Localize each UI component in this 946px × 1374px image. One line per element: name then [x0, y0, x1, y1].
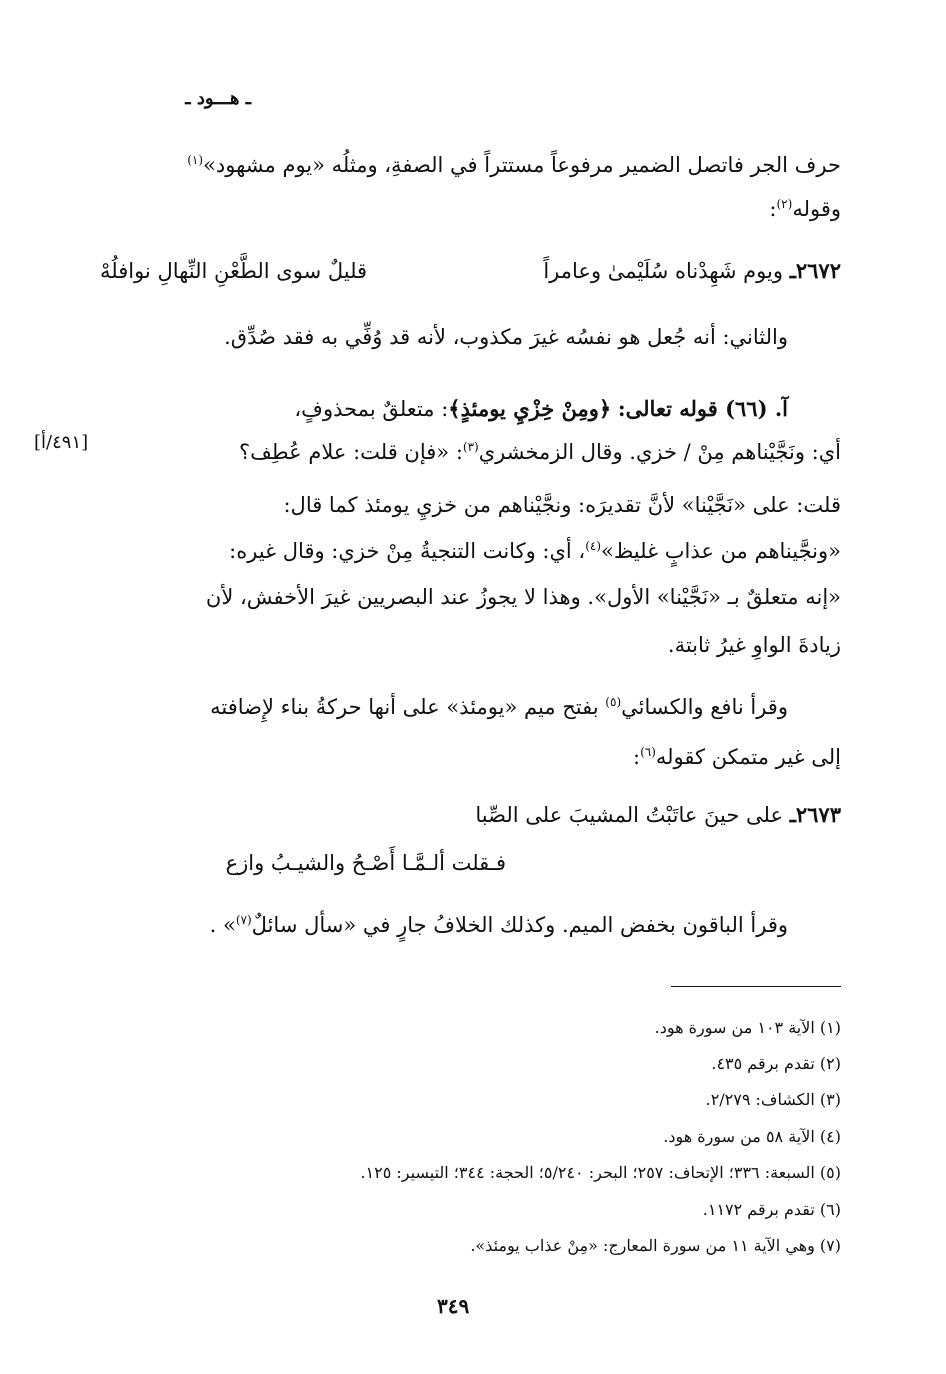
running-header: ـ هـــود ـ: [185, 88, 251, 109]
footnote-ref[interactable]: (٢): [776, 197, 793, 211]
verse-hemistich: على حينَ عاتَبْتُ المشيبَ على الصِّبا: [475, 803, 784, 827]
verse-line: [475, 800, 841, 830]
body-line: والثاني: أنه جُعل هو نفسُه غيرَ مكذوب، لأنه قد وُفِّي به فقد صُدِّق.: [224, 325, 788, 349]
body-line: [239, 437, 841, 467]
footnote-ref[interactable]: (٣): [462, 440, 479, 454]
line-text: ، أي: وكانت التنجيةُ مِنْ خزي: وقال غيره:: [229, 539, 586, 563]
footnote-ref[interactable]: (١): [187, 153, 204, 167]
line-text: :: [632, 745, 641, 769]
line-text: وقرأ الباقون بخفض الميم. وكذلك الخلافُ جارٍ في «سأل سائلٌ: [251, 913, 788, 937]
line-text: أي: ونَجَّيْناهم مِنْ / خزي. وقال الزمخشري: [478, 440, 841, 464]
footnote: (٦) تقدم برقم ١١٧٢.: [702, 1200, 841, 1219]
footnote-ref[interactable]: (٦): [640, 745, 656, 759]
footnote: (٤) الآية ٥٨ من سورة هود.: [663, 1127, 841, 1146]
footnote: (٣) الكشاف: ٢/٢٧٩.: [705, 1090, 841, 1109]
line-text: : «فإن قلت: علام عُطِف؟: [239, 440, 463, 464]
line-text: » .: [209, 913, 236, 937]
verse-hemistich: ويوم شَهِدْناه سُلَيْمىٰ وعامراً: [543, 259, 784, 283]
verse-hemistich-second: قليلٌ سوى الطَّعْنِ النِّهالِ نوافلُهْ: [100, 259, 368, 283]
line-text: وقوله: [792, 197, 841, 221]
body-line: «إنه متعلقٌ بـ «نَجَّيْنا» الأول». وهذا لا يجوزُ عند البصريين غيرَ الأخفش، لأن: [205, 585, 841, 609]
footnote: (٢) تقدم برقم ٤٣٥.: [711, 1054, 841, 1073]
quran-quote: ﴿ومِنْ خِزْيِ يومئذٍ﴾: [448, 396, 612, 421]
footnote: (٥) السبعة: ٣٣٦؛ الإتحاف: ٢٥٧؛ البحر: ٥/٢٤٠؛ الحجة: ٣٤٤؛ التيسير: ١٢٥.: [360, 1163, 841, 1182]
footnote: (٧) وهي الآية ١١ من سورة المعارج: «مِنْ عذاب يومئذ».: [470, 1236, 841, 1255]
line-text: بفتح ميم «يومئذ» على أنها حركةُ بناء لإِضافته: [210, 695, 599, 719]
line-text: وقرأ نافع والكسائي: [621, 695, 788, 719]
verse-hemistich-second: فـقلت ألـمَّـا أَصْـحُ والشيـبُ وازع: [225, 851, 506, 875]
body-line: [229, 536, 841, 566]
body-line: قلت: على «نَجَّيْنا» لأنَّ تقديرَه: ونجَّيْناهم من خزيِ يومئذ كما قال:: [283, 493, 841, 517]
line-text: إلى غير متمكن كقوله: [655, 745, 841, 769]
footnote-ref[interactable]: (٧): [235, 913, 252, 927]
page-number: ٣٤٩: [437, 1294, 470, 1318]
line-text: «ونجَّيناهم من عذابٍ غليظ»: [601, 539, 841, 563]
body-line: زيادةَ الواوِ غيرُ ثابتة.: [667, 633, 841, 657]
line-text: :: [769, 197, 777, 221]
footnote-ref[interactable]: (٤): [585, 539, 602, 553]
verse-line: [543, 256, 841, 286]
body-line: [294, 394, 788, 424]
body-line: [769, 194, 841, 224]
manuscript-folio-marker: [٤٩١/أ]: [34, 432, 89, 453]
body-line: [633, 742, 841, 772]
line-text: : متعلقٌ بمحذوفٍ،: [294, 397, 449, 421]
verse-number: ٢٦٧٢ـ: [789, 258, 841, 283]
verse-citation-label: آ. (٦٦) قوله تعالى:: [617, 396, 788, 421]
verse-number: ٢٦٧٣ـ: [789, 802, 841, 827]
footnote-divider: [671, 986, 841, 987]
body-line: [187, 150, 841, 180]
footnote: (١) الآية ١٠٣ من سورة هود.: [654, 1018, 841, 1037]
line-text: حرف الجر فاتصل الضمير مرفوعاً مستتراً في الصفةِ، ومثلُه «يوم مشهود»: [203, 153, 841, 177]
footnote-ref[interactable]: (٥): [605, 695, 622, 709]
body-line: [210, 910, 788, 940]
body-line: [210, 692, 788, 722]
